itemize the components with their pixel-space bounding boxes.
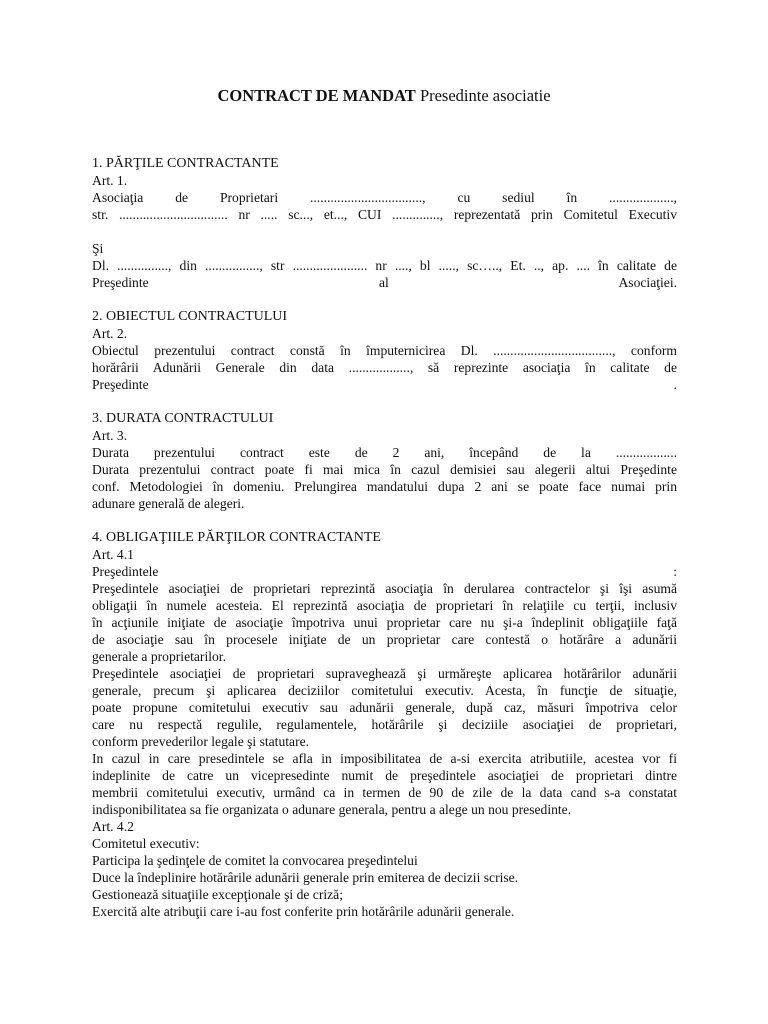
comitet-label: Comitetul executiv:: [92, 836, 200, 851]
s2-line-3: Preşedinte .: [92, 377, 677, 392]
comitet-item-2: Duce la îndeplinire hotărârile adunării generale prin emiterea de decizii scrise.: [92, 870, 519, 885]
s1-line-5: Preşedinte al Asociaţiei.: [92, 275, 677, 290]
comitet-item-3: Gestionează situaţiile excepţionale şi de criză;: [92, 887, 343, 902]
p1-line-4: de asociaţie sau în procesele iniţiate de un proprietar care contestă o hotărâre a adunării: [92, 632, 677, 647]
s1-line-2: str. ................................ nr ..... sc..., et..., CUI .............., reprezentată prin Comitetul Executiv: [92, 207, 677, 222]
p3-line-1: In cazul in care presedintele se afla in imposibilitatea de a-si exercita atributiile, acestea vor fi: [92, 751, 677, 766]
s1-line-1: Asociaţia de Proprietari ................................., cu sediul în ...................,: [92, 190, 677, 205]
art-4-2-label: Art. 4.2: [92, 819, 134, 834]
s2-line-1: Obiectul prezentului contract constă în împuternicirea Dl. ..................................., conform: [92, 343, 677, 358]
p2-line-5: conform prevederilor legale şi statutare.: [92, 734, 310, 749]
art-4-1-label: Art. 4.1: [92, 547, 134, 562]
comitet-item-1: Participa la şedinţele de comitet la convocarea preşedintelui: [92, 853, 418, 868]
section-3-heading: 3. DURATA CONTRACTULUI: [92, 411, 274, 426]
p3-line-3: membrii comitetului executiv, urmând ca in termen de 90 de zile de la data cand s-a constatat: [92, 785, 677, 800]
p2-line-1: Preşedintele asociaţiei de proprietari supraveghează şi urmăreşte aplicarea hotărârilor adunării: [92, 666, 677, 681]
s3-line-1: Durata prezentului contract este de 2 ani, începând de la ..................: [92, 445, 677, 460]
title-bold: CONTRACT DE MANDAT: [217, 86, 416, 105]
section-1-heading: 1. PĂRŢILE CONTRACTANTE: [92, 156, 279, 171]
p1-line-3: în acţiunile iniţiate de asociaţie împotriva unui proprietar care nu şi-a îndeplinit obligaţiile faţă: [92, 615, 677, 630]
art-3-label: Art. 3.: [92, 428, 128, 443]
s3-line-2: Durata prezentului contract poate fi mai mica în cazul demisiei sau alegerii altui Preşedinte: [92, 462, 677, 477]
document-body: [92, 155, 677, 920]
comitet-item-4: Exercită alte atribuţii care i-au fost conferite prin hotărârile adunării generale.: [92, 904, 515, 919]
p3-line-4: indisponibilitatea sa fie organizata o adunare generala, pentru a alege un nou presedinte.: [92, 802, 572, 817]
p2-line-2: generale, precum şi aplicarea deciziilor comitetului executiv. Acesta, în funcţie de situaţie,: [92, 683, 677, 698]
art-1-label: Art. 1.: [92, 173, 128, 188]
title-rest: Presedinte asociatie: [415, 86, 551, 105]
s3-line-4: adunare generală de alegeri.: [92, 496, 245, 511]
section-2-heading: 2. OBIECTUL CONTRACTULUI: [92, 309, 288, 324]
s3-line-3: conf. Metodologiei în domeniu. Prelungirea mandatului dupa 2 ani se poate face numai prin: [92, 479, 677, 494]
presedinte-label: Preşedintele :: [92, 564, 677, 579]
p3-line-2: indeplinite de catre un vicepresedinte numit de preşedintele asociaţiei de proprietari dintre: [92, 768, 677, 783]
p2-line-4: care nu respectă regulile, regulamentele, hotărârile şi deciziile asociaţiei de proprietari,: [92, 717, 677, 732]
p1-line-2: obligaţii în numele acesteia. El reprezintă asociaţia de proprietari în relaţiile cu terţii, inclusiv: [92, 598, 677, 613]
s1-line-3: Şi: [92, 241, 104, 256]
s1-line-4: Dl. ..............., din ................, str ...................... nr ...., bl ....., sc….., Et. .., ap. .... în calitate de: [92, 258, 677, 273]
section-4-heading: 4. OBLIGAŢIILE PĂRŢILOR CONTRACTANTE: [92, 530, 381, 545]
p1-line-5: generale a proprietarilor.: [92, 649, 226, 664]
p1-line-1: Preşedintele asociaţiei de proprietari reprezintă asociaţia în derularea contractelor şi îşi asumă: [92, 581, 677, 596]
s2-line-2: horărârii Adunării Generale din data .................., să reprezinte asociaţia în calitate de: [92, 360, 677, 375]
p2-line-3: poate propune comitetului executiv sau adunării generale, după caz, măsuri împotriva celor: [92, 700, 677, 715]
art-2-label: Art. 2.: [92, 326, 128, 341]
document-title: [0, 86, 768, 106]
